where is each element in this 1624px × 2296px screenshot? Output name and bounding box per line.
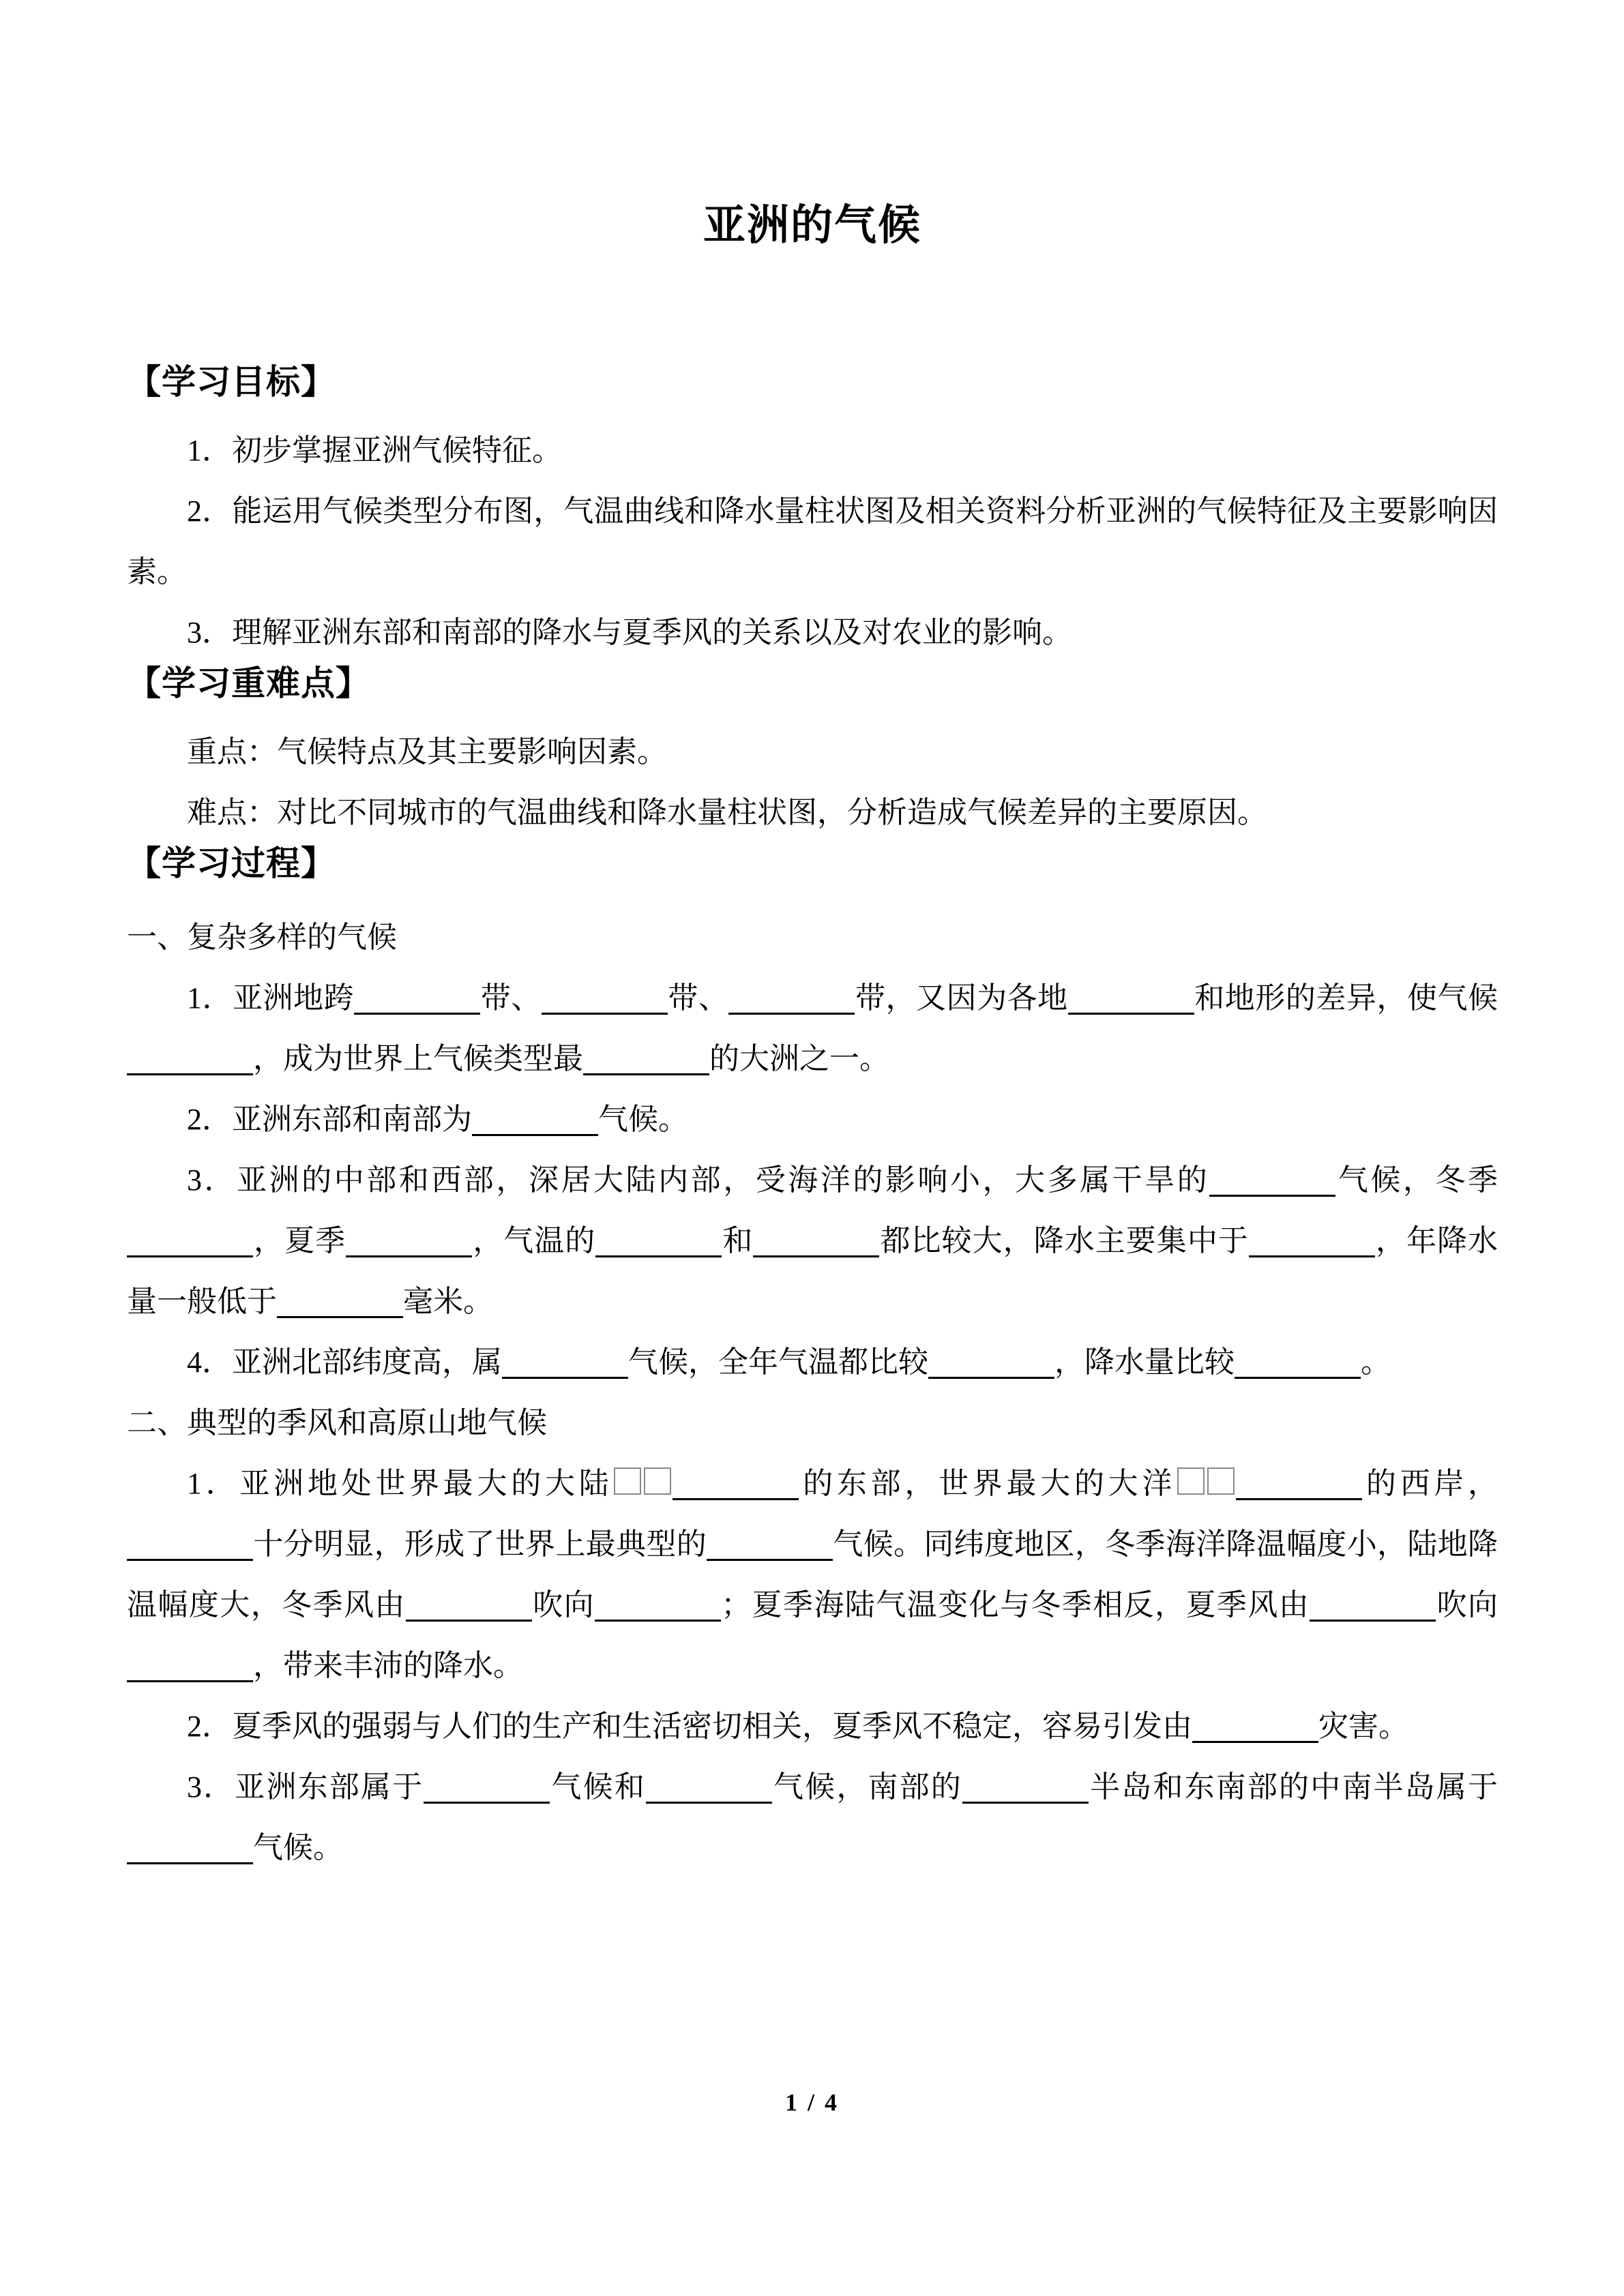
q3-text-f: 都比较大，降水主要集中于 bbox=[879, 1224, 1249, 1257]
part-one-question-3 bbox=[127, 1150, 1498, 1332]
p2q1-text-c: 的西岸， bbox=[1362, 1467, 1498, 1500]
fill-blank[interactable] bbox=[962, 1766, 1089, 1804]
p2q1-text-d: 十分明显，形成了世界上最典型的 bbox=[253, 1527, 707, 1561]
spacer bbox=[127, 247, 1498, 361]
fill-blank[interactable] bbox=[424, 1766, 550, 1804]
spacer bbox=[127, 704, 1498, 721]
q4-text-a: 4．亚洲北部纬度高，属 bbox=[187, 1345, 502, 1379]
objective-item-1: 1．初步掌握亚洲气候特征。 bbox=[187, 434, 562, 467]
part-two-question-3 bbox=[127, 1757, 1498, 1878]
fill-blank[interactable] bbox=[928, 1341, 1054, 1379]
part-one-question-1 bbox=[127, 968, 1498, 1089]
q3-text-g: ，年降水量一般低于 bbox=[127, 1224, 1498, 1318]
section-heading-process: 【学习过程】 bbox=[127, 844, 336, 882]
missing-glyph-box-icon bbox=[1177, 1467, 1205, 1495]
q1-text-c: 带、 bbox=[667, 981, 729, 1015]
p2q1-text-a: 1．亚洲地处世界最大的大陆 bbox=[187, 1467, 613, 1500]
fill-blank[interactable] bbox=[406, 1584, 532, 1622]
missing-glyph-box-icon bbox=[614, 1467, 641, 1495]
fill-blank[interactable] bbox=[127, 1827, 253, 1864]
page-content bbox=[127, 0, 1498, 1878]
part-one-title: 一、复杂多样的气候 bbox=[127, 921, 397, 954]
spacer bbox=[127, 402, 1498, 420]
p2q1-text-e: 气候。同纬度地区，冬季海洋降温幅度小，陆地降温幅度大，冬季风由 bbox=[127, 1527, 1498, 1622]
fill-blank[interactable] bbox=[728, 977, 855, 1015]
fill-blank[interactable] bbox=[646, 1766, 772, 1804]
fill-blank[interactable] bbox=[354, 977, 480, 1015]
fill-blank[interactable] bbox=[1236, 1463, 1362, 1500]
part-two-question-1 bbox=[127, 1453, 1498, 1696]
fill-blank[interactable] bbox=[472, 1099, 598, 1136]
q3-text-c: ，夏季 bbox=[253, 1224, 346, 1257]
q3-text-h: 毫米。 bbox=[403, 1285, 493, 1318]
p2q3-text-e: 气候。 bbox=[253, 1831, 343, 1864]
q2-text-a: 2．亚洲东部和南部为 bbox=[187, 1103, 472, 1136]
q3-text-b: 气候，冬季 bbox=[1335, 1163, 1498, 1197]
p2q1-text-f: 吹向 bbox=[531, 1588, 595, 1622]
part-one-question-4 bbox=[127, 1332, 1498, 1392]
p2q2-text-a: 2．夏季风的强弱与人们的生产和生活密切相关，夏季风不稳定，容易引发由 bbox=[187, 1710, 1192, 1743]
fill-blank[interactable] bbox=[583, 1038, 709, 1075]
fill-blank[interactable] bbox=[753, 1220, 879, 1257]
p2q1-text-i: ，带来丰沛的降水。 bbox=[253, 1649, 523, 1682]
fill-blank[interactable] bbox=[127, 1523, 253, 1561]
page-title: 亚洲的气候 bbox=[703, 203, 921, 249]
fill-blank[interactable] bbox=[1249, 1220, 1375, 1257]
fill-blank[interactable] bbox=[127, 1220, 253, 1257]
fill-blank[interactable] bbox=[127, 1038, 253, 1075]
p2q1-text-h: 吹向 bbox=[1436, 1588, 1498, 1622]
fill-blank[interactable] bbox=[595, 1584, 721, 1622]
p2q3-text-c: 气候，南部的 bbox=[771, 1770, 962, 1804]
q2-text-b: 气候。 bbox=[598, 1103, 688, 1136]
fill-blank[interactable] bbox=[673, 1463, 799, 1500]
section-heading-key-difficulties: 【学习重难点】 bbox=[127, 664, 370, 702]
p2q2-text-b: 灾害。 bbox=[1318, 1710, 1408, 1743]
objective-item-2: 2．能运用气候类型分布图，气温曲线和降水量柱状图及相关资料分析亚洲的气候特征及主要影响因素。 bbox=[127, 494, 1498, 588]
section-heading-objectives: 【学习目标】 bbox=[127, 363, 336, 401]
fill-blank[interactable] bbox=[1235, 1341, 1361, 1379]
p2q3-text-d: 半岛和东南部的中南半岛属于 bbox=[1088, 1770, 1498, 1804]
q1-text-e: 和地形的差异，使气候 bbox=[1194, 981, 1498, 1015]
difficult-point-item: 难点：对比不同城市的气温曲线和降水量柱状图，分析造成气候差异的主要原因。 bbox=[187, 796, 1267, 829]
q4-text-d: 。 bbox=[1361, 1345, 1391, 1379]
q1-text-a: 1．亚洲地跨 bbox=[187, 981, 355, 1015]
fill-blank[interactable] bbox=[502, 1341, 628, 1379]
p2q1-text-g: ；夏季海陆气温变化与冬季相反，夏季风由 bbox=[721, 1588, 1310, 1622]
part-two-question-2 bbox=[127, 1696, 1498, 1757]
fill-blank[interactable] bbox=[595, 1220, 722, 1257]
q3-text-d: ，气温的 bbox=[472, 1224, 596, 1257]
q4-text-b: 气候，全年气温都比较 bbox=[628, 1345, 928, 1379]
q1-text-d: 带，又因为各地 bbox=[855, 981, 1068, 1015]
q1-text-b: 带、 bbox=[480, 981, 542, 1015]
fill-blank[interactable] bbox=[1192, 1705, 1318, 1743]
p2q1-text-b: 的东部，世界最大的大洋 bbox=[799, 1467, 1177, 1500]
fill-blank[interactable] bbox=[277, 1281, 403, 1318]
part-one-question-2 bbox=[127, 1089, 1498, 1150]
q1-text-g: 的大洲之一。 bbox=[709, 1042, 889, 1075]
p2q3-text-a: 3．亚洲东部属于 bbox=[187, 1770, 424, 1804]
q4-text-c: ，降水量比较 bbox=[1054, 1345, 1235, 1379]
missing-glyph-box-icon bbox=[644, 1467, 671, 1495]
q3-text-e: 和 bbox=[722, 1224, 754, 1257]
q3-text-a: 3．亚洲的中部和西部，深居大陆内部，受海洋的影响小，大多属干旱的 bbox=[187, 1163, 1210, 1197]
page-footer: 1 / 4 bbox=[784, 2089, 839, 2116]
key-point-item: 重点：气候特点及其主要影响因素。 bbox=[187, 735, 667, 769]
part-two-title: 二、典型的季风和高原山地气候 bbox=[127, 1406, 547, 1440]
q1-text-f: ，成为世界上气候类型最 bbox=[253, 1042, 583, 1075]
fill-blank[interactable] bbox=[542, 977, 668, 1015]
fill-blank[interactable] bbox=[1310, 1584, 1436, 1622]
fill-blank[interactable] bbox=[346, 1220, 472, 1257]
missing-glyph-box-icon bbox=[1207, 1467, 1235, 1495]
fill-blank[interactable] bbox=[1209, 1159, 1335, 1197]
p2q3-text-b: 气候和 bbox=[550, 1770, 646, 1804]
fill-blank[interactable] bbox=[707, 1523, 833, 1561]
spacer bbox=[127, 884, 1498, 907]
objective-item-3: 3．理解亚洲东部和南部的降水与夏季风的关系以及对农业的影响。 bbox=[187, 616, 1072, 649]
fill-blank[interactable] bbox=[1068, 977, 1194, 1015]
fill-blank[interactable] bbox=[127, 1645, 253, 1682]
